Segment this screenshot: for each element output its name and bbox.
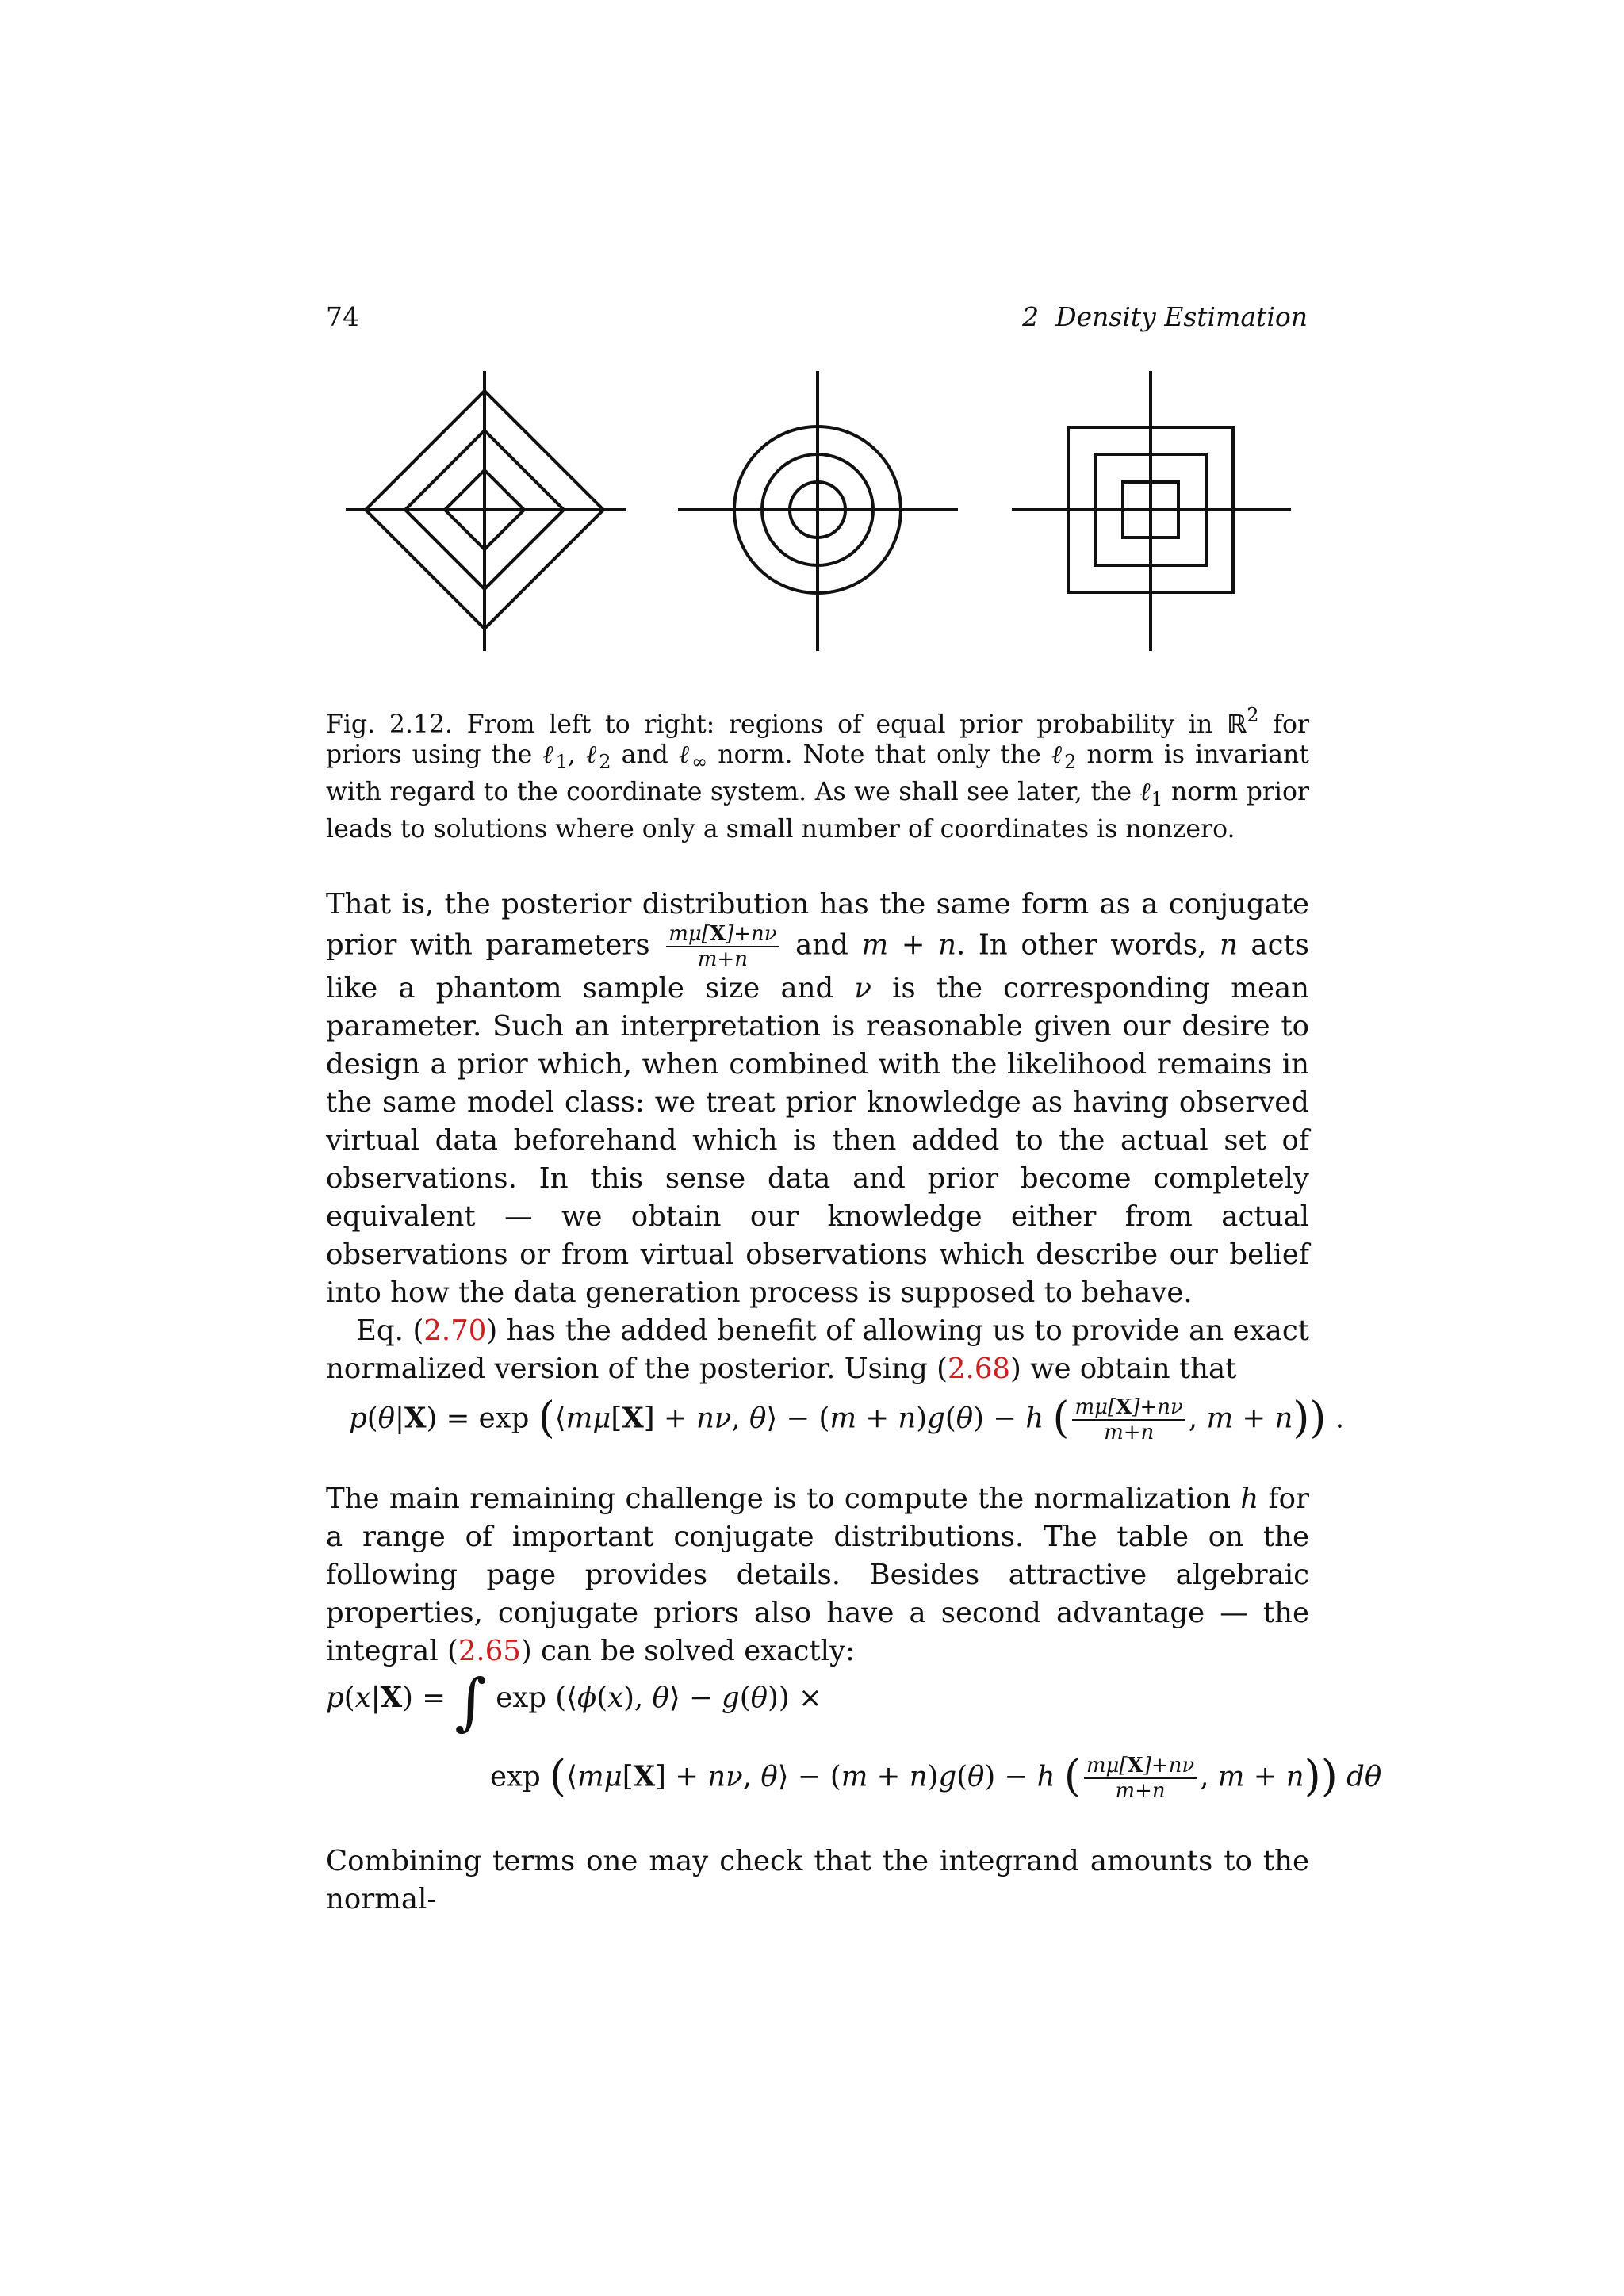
paragraph-1: That is, the posterior distribution has the same form as a conjugate prior with parameters $\frac{m\mu[X]+n\nu}{m+n}$ and m + n. In other words, n acts like a phantom sample size and ν is the corresponding mean parameter. Such an interpretation is reasonable given our desire to design a prior which, when combined with the likelihood remains in the same model class: we treat prior knowledge as having observed virtual data beforehand which is then added to the actual set of observations. In this sense data and prior become completely equivalent — we obtain our knowledge either from actual observations or from virtual observations which describe our belief into how the data generation process is supposed to behave. xyxy=(326,888,1309,1309)
equation-link-2-70[interactable]: 2.70 xyxy=(423,1314,487,1347)
predictive-equation-line-2: exp (⟨mμ[X] + nν, θ⟩ − (m + n)g(θ) − h ( $\frac{m\mu[X]+n\nu}{m+n}$ , m + n)) dθ xyxy=(490,1751,1382,1803)
paragraph-4: Combining terms one may check that the integrand amounts to the normal- xyxy=(326,1845,1309,1915)
page-number: 74 xyxy=(326,301,359,332)
l1-norm-diamonds xyxy=(346,371,626,651)
section-number: 2 xyxy=(1022,301,1040,332)
caption-text: norm is invariant with regard to the coordinate system. As we shall see later, the xyxy=(326,740,1309,806)
posterior-equation: p(θ|X) = exp (⟨mμ[X] + nν, θ⟩ − (m + n)g(θ) − h ( $\frac{m\mu[X]+n\nu}{m+n}$ , m + n)) . xyxy=(349,1392,1345,1445)
caption-text: for priors using the xyxy=(326,710,1310,769)
predictive-equation-line-1: p(x|X) = ∫ exp (⟨ϕ(x), θ⟩ − g(θ)) × xyxy=(326,1667,822,1738)
caption-text: norm prior leads to solutions where only a small number of coordinates is nonzero. xyxy=(326,778,1310,844)
body-text xyxy=(326,886,1309,1388)
caption-text: From left to right: regions of equal prior probability in xyxy=(466,710,1213,739)
equation-link-2-68[interactable]: 2.68 xyxy=(947,1353,1010,1385)
figure-caption: Fig. 2.12. From left to right: regions of equal prior probability in ℝ$^2$ for priors using the ℓ$_1$, ℓ$_2$ and ℓ$_\infty$ norm. Note that only the ℓ$_2$ norm is invariant with regard to the coordinate system. As we shall see later, the ℓ$_1$ norm prior leads to solutions where only a small number of coordinates is nonzero. xyxy=(326,704,1310,844)
paragraph-2: Eq. (2.70) has the added benefit of allowing us to provide an exact normalized version of the posterior. Using (2.68) we obtain that xyxy=(326,1314,1309,1385)
caption-text: norm. Note that only the xyxy=(718,740,1041,769)
section-title: Density Estimation xyxy=(1055,301,1308,332)
caption-label: Fig. 2.12. xyxy=(326,710,454,739)
running-section-title xyxy=(1022,301,1308,333)
linf-norm-squares xyxy=(1012,371,1291,651)
norm-balls-figure xyxy=(326,349,1309,666)
equation-link-2-65[interactable]: 2.65 xyxy=(458,1635,521,1667)
paragraph-3: The main remaining challenge is to compute the normalization h for a range of important conjugate distributions. The table on the following page provides details. Besides attractive algebraic properties, conjugate priors also have a second advantage — the integral (2.65) can be solved exactly: xyxy=(326,1483,1309,1667)
l2-norm-circles xyxy=(678,371,958,651)
